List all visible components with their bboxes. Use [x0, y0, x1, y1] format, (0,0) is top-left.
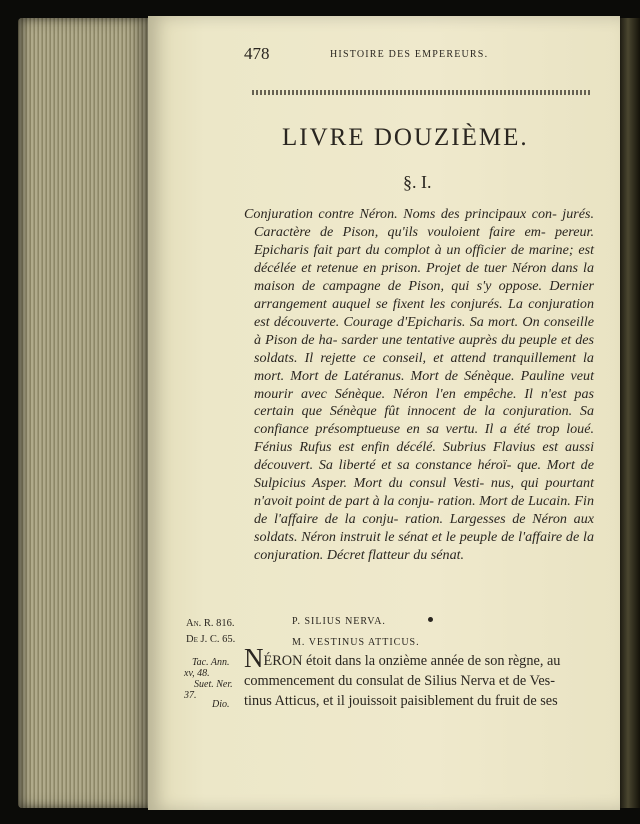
- chapter-summary: [244, 206, 594, 565]
- source-tacitus-ref: xv, 48.: [184, 668, 210, 679]
- body-text: [244, 643, 594, 711]
- chapter-title: LIVRE DOUZIÈME.: [282, 124, 529, 151]
- summary-line: ration. Mort de Lucain. Fin de l'affaire de la conju-: [254, 493, 594, 528]
- ornamental-rule: [252, 90, 592, 95]
- summary-line: Décret flatteur du sénat.: [326, 547, 465, 564]
- summary-line: d'Epicharis. Sa mort. On conseille à Pison de ha-: [254, 313, 594, 348]
- year-of-rome: An. R. 816.: [186, 618, 235, 629]
- summary-line: le sénat et le peuple de l'affaire de la conjuration.: [254, 529, 594, 564]
- summary-line: jurés. Caractère de Pison, qu'ils vouloient faire em-: [254, 206, 594, 240]
- body-line-1-rest: étoit dans la onzième année de son règne, au: [302, 653, 561, 669]
- summary-line: nus, qui pourtant n'avoit point de part à la conju-: [254, 475, 594, 510]
- summary-line: Sa confiance présomptueuse en sa vertu. Il a été trop: [254, 403, 594, 438]
- section-number: §. I.: [403, 172, 432, 192]
- summary-line: tuer Néron dans la maison de campagne de Pison,: [254, 259, 594, 294]
- gutter-shadow: [620, 18, 640, 808]
- margin-date: [186, 616, 235, 648]
- consul-second: M. VESTINUS ATTICUS.: [292, 637, 420, 648]
- first-word: ÉRON: [263, 653, 303, 669]
- summary-line: mourir avec Sénèque. Néron l'en empêche. Il n'est pas: [254, 385, 594, 402]
- source-tacitus: Tac. Ann.: [192, 657, 230, 668]
- summary-line: sarder une tentative auprès du peuple et des soldats.: [254, 331, 594, 366]
- running-head: HISTOIRE DES EMPEREURS.: [330, 49, 489, 60]
- consul-first: P. SILIUS NERVA.: [292, 616, 386, 627]
- summary-line: Il rejette ce conseil, et attend tranquillement la mort.: [254, 349, 594, 384]
- summary-line: loué. Fénius Rufus est enfin décélé. Subrius Flavius: [254, 421, 594, 456]
- page-number: 478: [244, 44, 270, 63]
- drop-capital: N: [244, 643, 264, 673]
- body-line: tinus Atticus, et il jouissoit paisiblement du fruit de ses: [244, 693, 558, 709]
- source-suetonius-ref: 37.: [184, 690, 197, 701]
- summary-line: Mort de Latéranus. Mort de Sénèque. Pauline veut: [290, 367, 594, 384]
- source-dio: Dio.: [212, 699, 230, 710]
- page-header: [244, 44, 596, 66]
- summary-line: de marine; est décélée et retenue en prison. Projet de: [254, 241, 594, 276]
- body-line: commencement du consulat de Silius Nerva et de Ves-: [244, 673, 556, 689]
- summary-line: certain que Sénèque fût innocent de la conjuration.: [254, 403, 580, 420]
- body-line: [244, 643, 594, 673]
- source-suetonius: Suet. Ner.: [194, 679, 233, 690]
- ink-dot: [428, 617, 433, 622]
- summary-line: Conjuration contre Néron. Noms des principaux con-: [244, 206, 563, 222]
- year-ad: De J. C. 65.: [186, 634, 236, 645]
- summary-line: les conjurés. La conjuration est découverte. Courage: [254, 295, 594, 330]
- summary-line: ration. Largesses de Néron aux soldats. Néron instruit: [254, 511, 595, 546]
- consuls-list: [292, 611, 420, 653]
- page-stack-edge: [18, 18, 148, 808]
- summary-paragraph: [244, 206, 594, 565]
- summary-line: est aussi découvert. Sa liberté et sa constance héroï-: [254, 439, 594, 474]
- summary-line: pereur. Epicharis fait part du complot à un officier: [254, 223, 594, 258]
- summary-line: que. Mort de Sulpicius Asper. Mort du consul Vesti-: [254, 457, 594, 492]
- summary-line: qui s'y oppose. Dernier arrangement auquel se fixent: [254, 277, 594, 312]
